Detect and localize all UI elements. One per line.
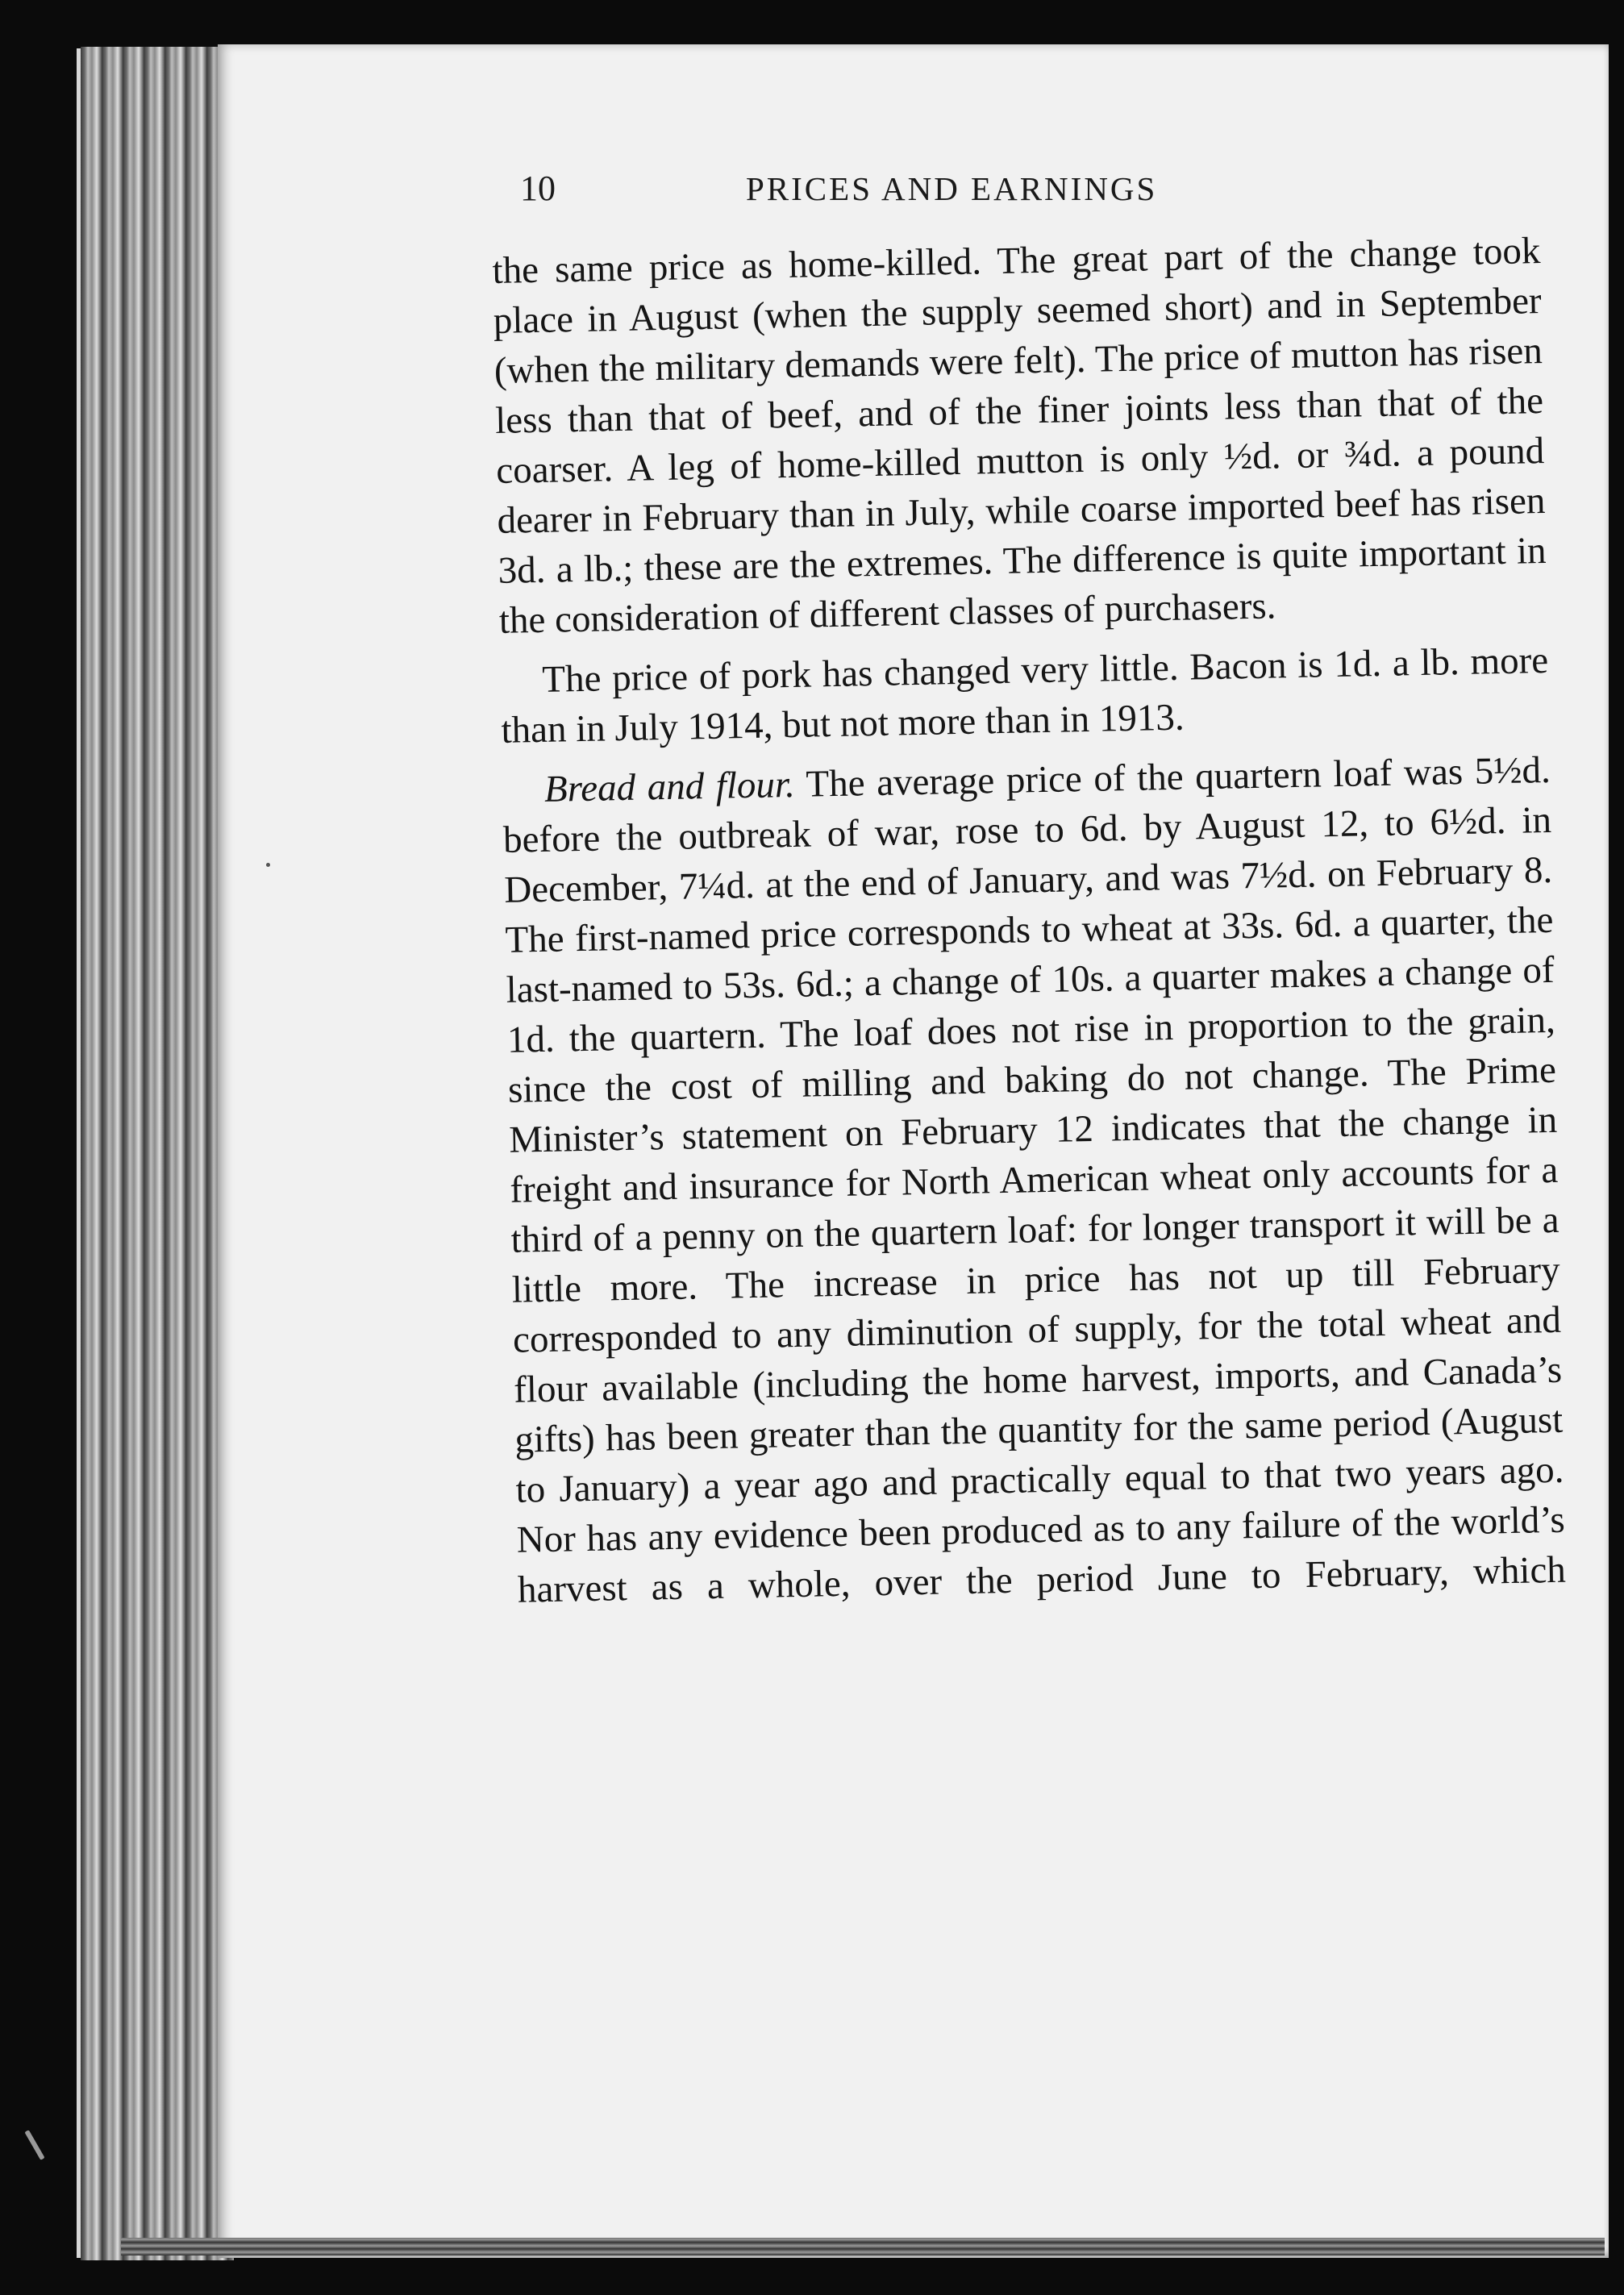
paragraph-bread-and-flour xyxy=(502,745,1566,1615)
paragraph-text: the same price as home-killed. The great part of the change took place in August (when the supply seemed short) and in September (when the military demands were felt). The price of mutton has risen less than that of beef, and of the finer joints less than that of the coarser. A leg of home-killed mutton is only ½d. or ¾d. a pound dearer in February than in July, while coarse imported beef has risen 3d. a lb.; these are the extremes. The difference is quite important in the consideration of different classes of purchasers. xyxy=(492,230,1547,642)
body-text xyxy=(492,226,1567,1625)
paragraph-text: The price of pork has changed very little. Bacon is 1d. a lb. more than in July 1914, but not more than in 1913. xyxy=(501,639,1549,752)
page-edges xyxy=(81,47,234,2260)
paragraph-pork xyxy=(500,635,1550,756)
section-heading: Bread and flour. xyxy=(543,763,796,810)
running-head xyxy=(520,168,1302,219)
scan-artifact xyxy=(24,2130,44,2160)
paragraph-meat-prices xyxy=(492,226,1547,646)
paper-speck xyxy=(266,863,270,867)
running-title: PRICES AND EARNINGS xyxy=(746,170,1158,207)
page-number: 10 xyxy=(520,169,556,208)
paragraph-text: The average price of the quartern loaf was 5½d. before the outbreak of war, rose to 6d. by August 12, to 6½d. in December, 7¼d. at the end of January, and was 7½d. on February 8. The first-named price corresponds to wheat at 33s. 6d. a quarter, the last-named to 53s. 6d.; a change of 10s. a quarter makes a change of 1d. the quartern. The loaf does not rise in proportion to the grain, since the cost of milling and baking do not change. The Prime Minister’s statement on February 12 indicates that the change in freight and insurance for North American wheat only accounts for a third of a penny on the quartern loaf: for longer transport it will be a little more. The increase in price has not up till February corresponded to any diminution of supply, for the total wheat and flour available (including the home harvest, imports, and Canada’s gifts) has been greater than the quantity for the same period (August to January) a year ago and practically equal to that two years ago. Nor has any evidence been produced as to any failure of the world’s harvest as a whole, over the period June to February, which xyxy=(502,748,1567,1611)
page-bottom-edge xyxy=(121,2238,1605,2255)
